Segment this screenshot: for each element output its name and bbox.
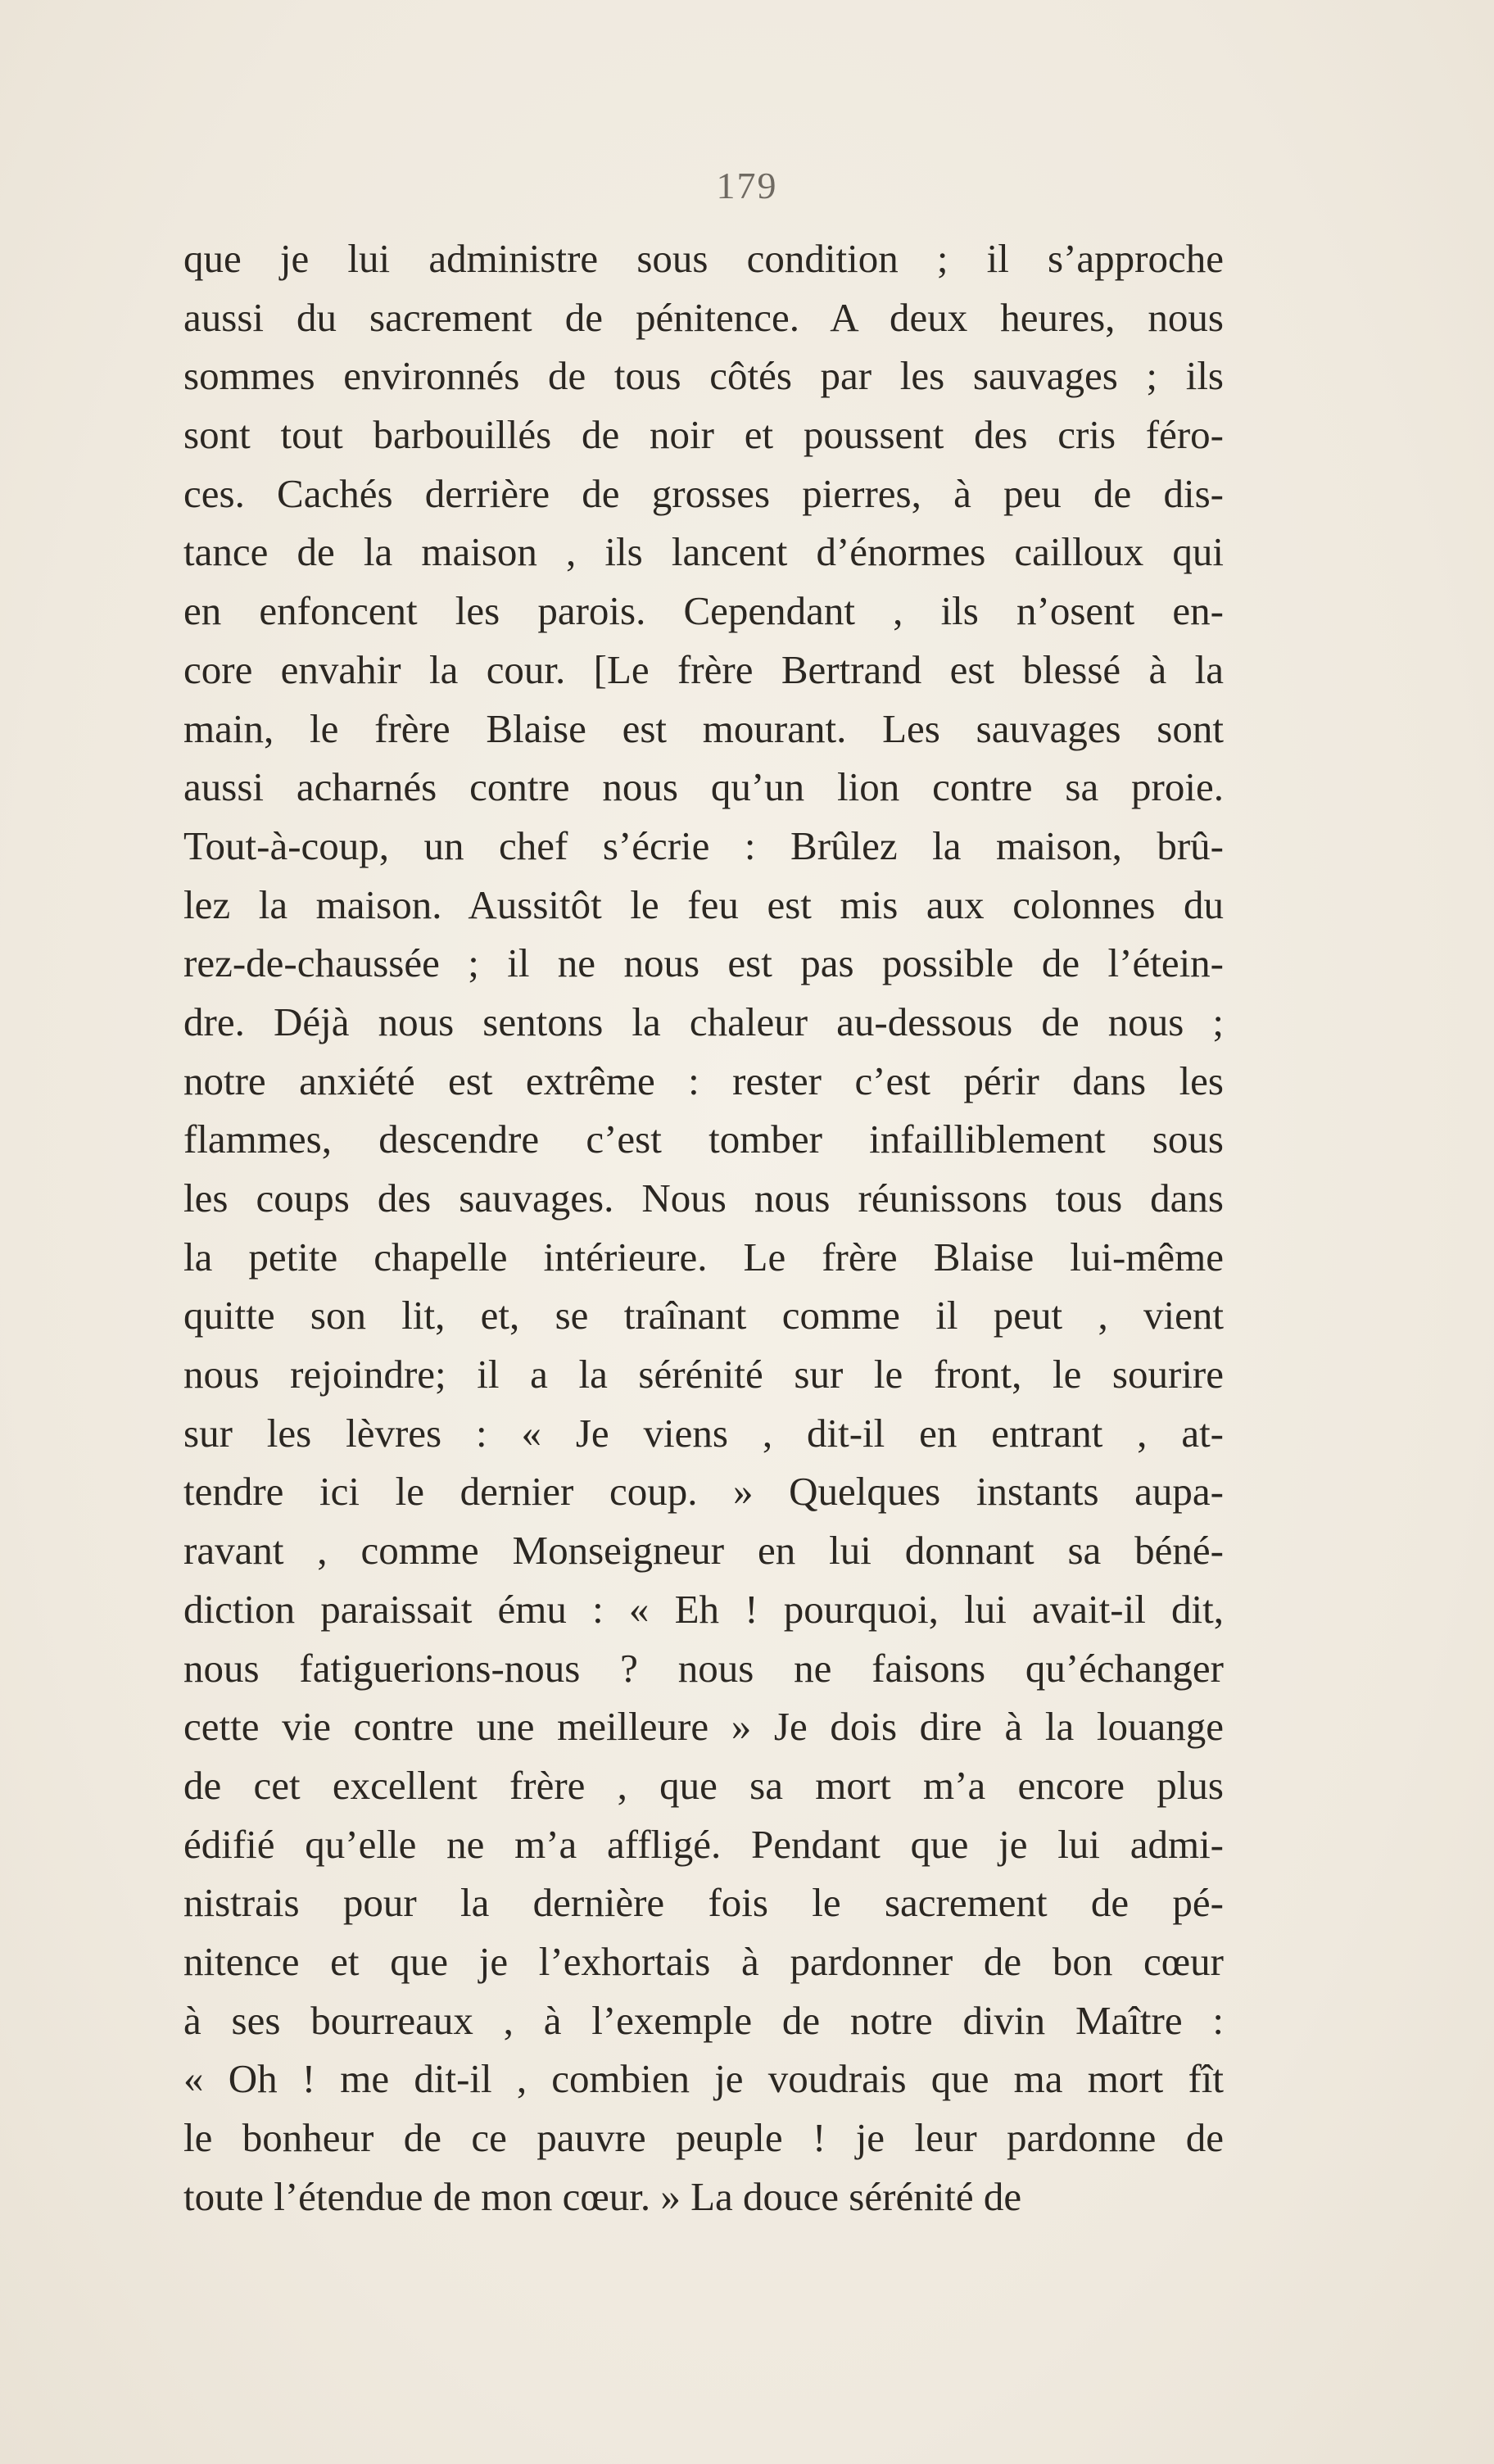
text-line: quitte son lit, et, se traînant comme il peut , vient	[183, 1293, 1224, 1338]
text-line: sommes environnés de tous côtés par les sauvages ; ils	[183, 353, 1224, 399]
text-line: nous rejoindre; il a la sérénité sur le front, le sourire	[183, 1352, 1224, 1397]
text-line: lez la maison. Aussitôt le feu est mis aux colonnes du	[183, 881, 1224, 927]
text-line: rez-de-chaussée ; il ne nous est pas possible de l’étein-	[183, 940, 1224, 986]
text-line: tendre ici le dernier coup. » Quelques instants aupa-	[183, 1469, 1224, 1515]
text-line: les coups des sauvages. Nous nous réunissons tous dans	[183, 1175, 1224, 1221]
text-line: flammes, descendre c’est tomber infailliblement sous	[183, 1116, 1224, 1162]
text-line: Tout-à-coup, un chef s’écrie : Brûlez la maison, brû-	[183, 822, 1224, 868]
text-line: toute l’étendue de mon cœur. » La douce sérénité de	[183, 2173, 1022, 2219]
text-line: cette vie contre une meilleure » Je dois dire à la louange	[183, 1704, 1224, 1750]
text-line: ces. Cachés derrière de grosses pierres, à peu de dis-	[183, 470, 1224, 516]
text-line: dre. Déjà nous sentons la chaleur au-dessous de nous ;	[183, 999, 1224, 1044]
text-line: main, le frère Blaise est mourant. Les sauvages sont	[183, 705, 1224, 751]
text-line: core envahir la cour. [Le frère Bertrand est blessé à la	[183, 646, 1224, 692]
text-line: sont tout barbouillés de noir et poussent des cris féro-	[183, 412, 1224, 458]
text-line: aussi acharnés contre nous qu’un lion contre sa proie.	[183, 764, 1224, 810]
text-line: sur les lèvres : « Je viens , dit-il en entrant , at-	[183, 1410, 1224, 1456]
text-line: notre anxiété est extrême : rester c’est périr dans les	[183, 1058, 1224, 1103]
text-line: nistrais pour la dernière fois le sacrement de pé-	[183, 1880, 1224, 1926]
text-line: diction paraissait ému : « Eh ! pourquoi, lui avait-il dit,	[183, 1586, 1224, 1632]
text-line: de cet excellent frère , que sa mort m’a encore plus	[183, 1762, 1224, 1808]
text-line: la petite chapelle intérieure. Le frère Blaise lui-même	[183, 1234, 1224, 1280]
text-line: le bonheur de ce pauvre peuple ! je leur pardonne de	[183, 2115, 1224, 2160]
text-line: à ses bourreaux , à l’exemple de notre divin Maître :	[183, 1997, 1224, 2043]
text-line: aussi du sacrement de pénitence. A deux heures, nous	[183, 294, 1224, 340]
body-text	[183, 229, 1224, 2226]
text-line: tance de la maison , ils lancent d’énormes cailloux qui	[183, 529, 1224, 575]
text-line: « Oh ! me dit-il , combien je voudrais que ma mort fît	[183, 2056, 1224, 2102]
text-line: nitence et que je l’exhortais à pardonner de bon cœur	[183, 1938, 1224, 1984]
text-line: en enfoncent les parois. Cependant , ils n’osent en-	[183, 588, 1224, 634]
page-number: 179	[716, 165, 778, 206]
text-line: que je lui administre sous condition ; il s’approche	[183, 236, 1224, 281]
text-line: ravant , comme Monseigneur en lui donnant sa béné-	[183, 1528, 1224, 1574]
text-line: édifié qu’elle ne m’a affligé. Pendant que je lui admi-	[183, 1821, 1224, 1867]
text-line: nous fatiguerions-nous ? nous ne faisons qu’échanger	[183, 1645, 1224, 1691]
